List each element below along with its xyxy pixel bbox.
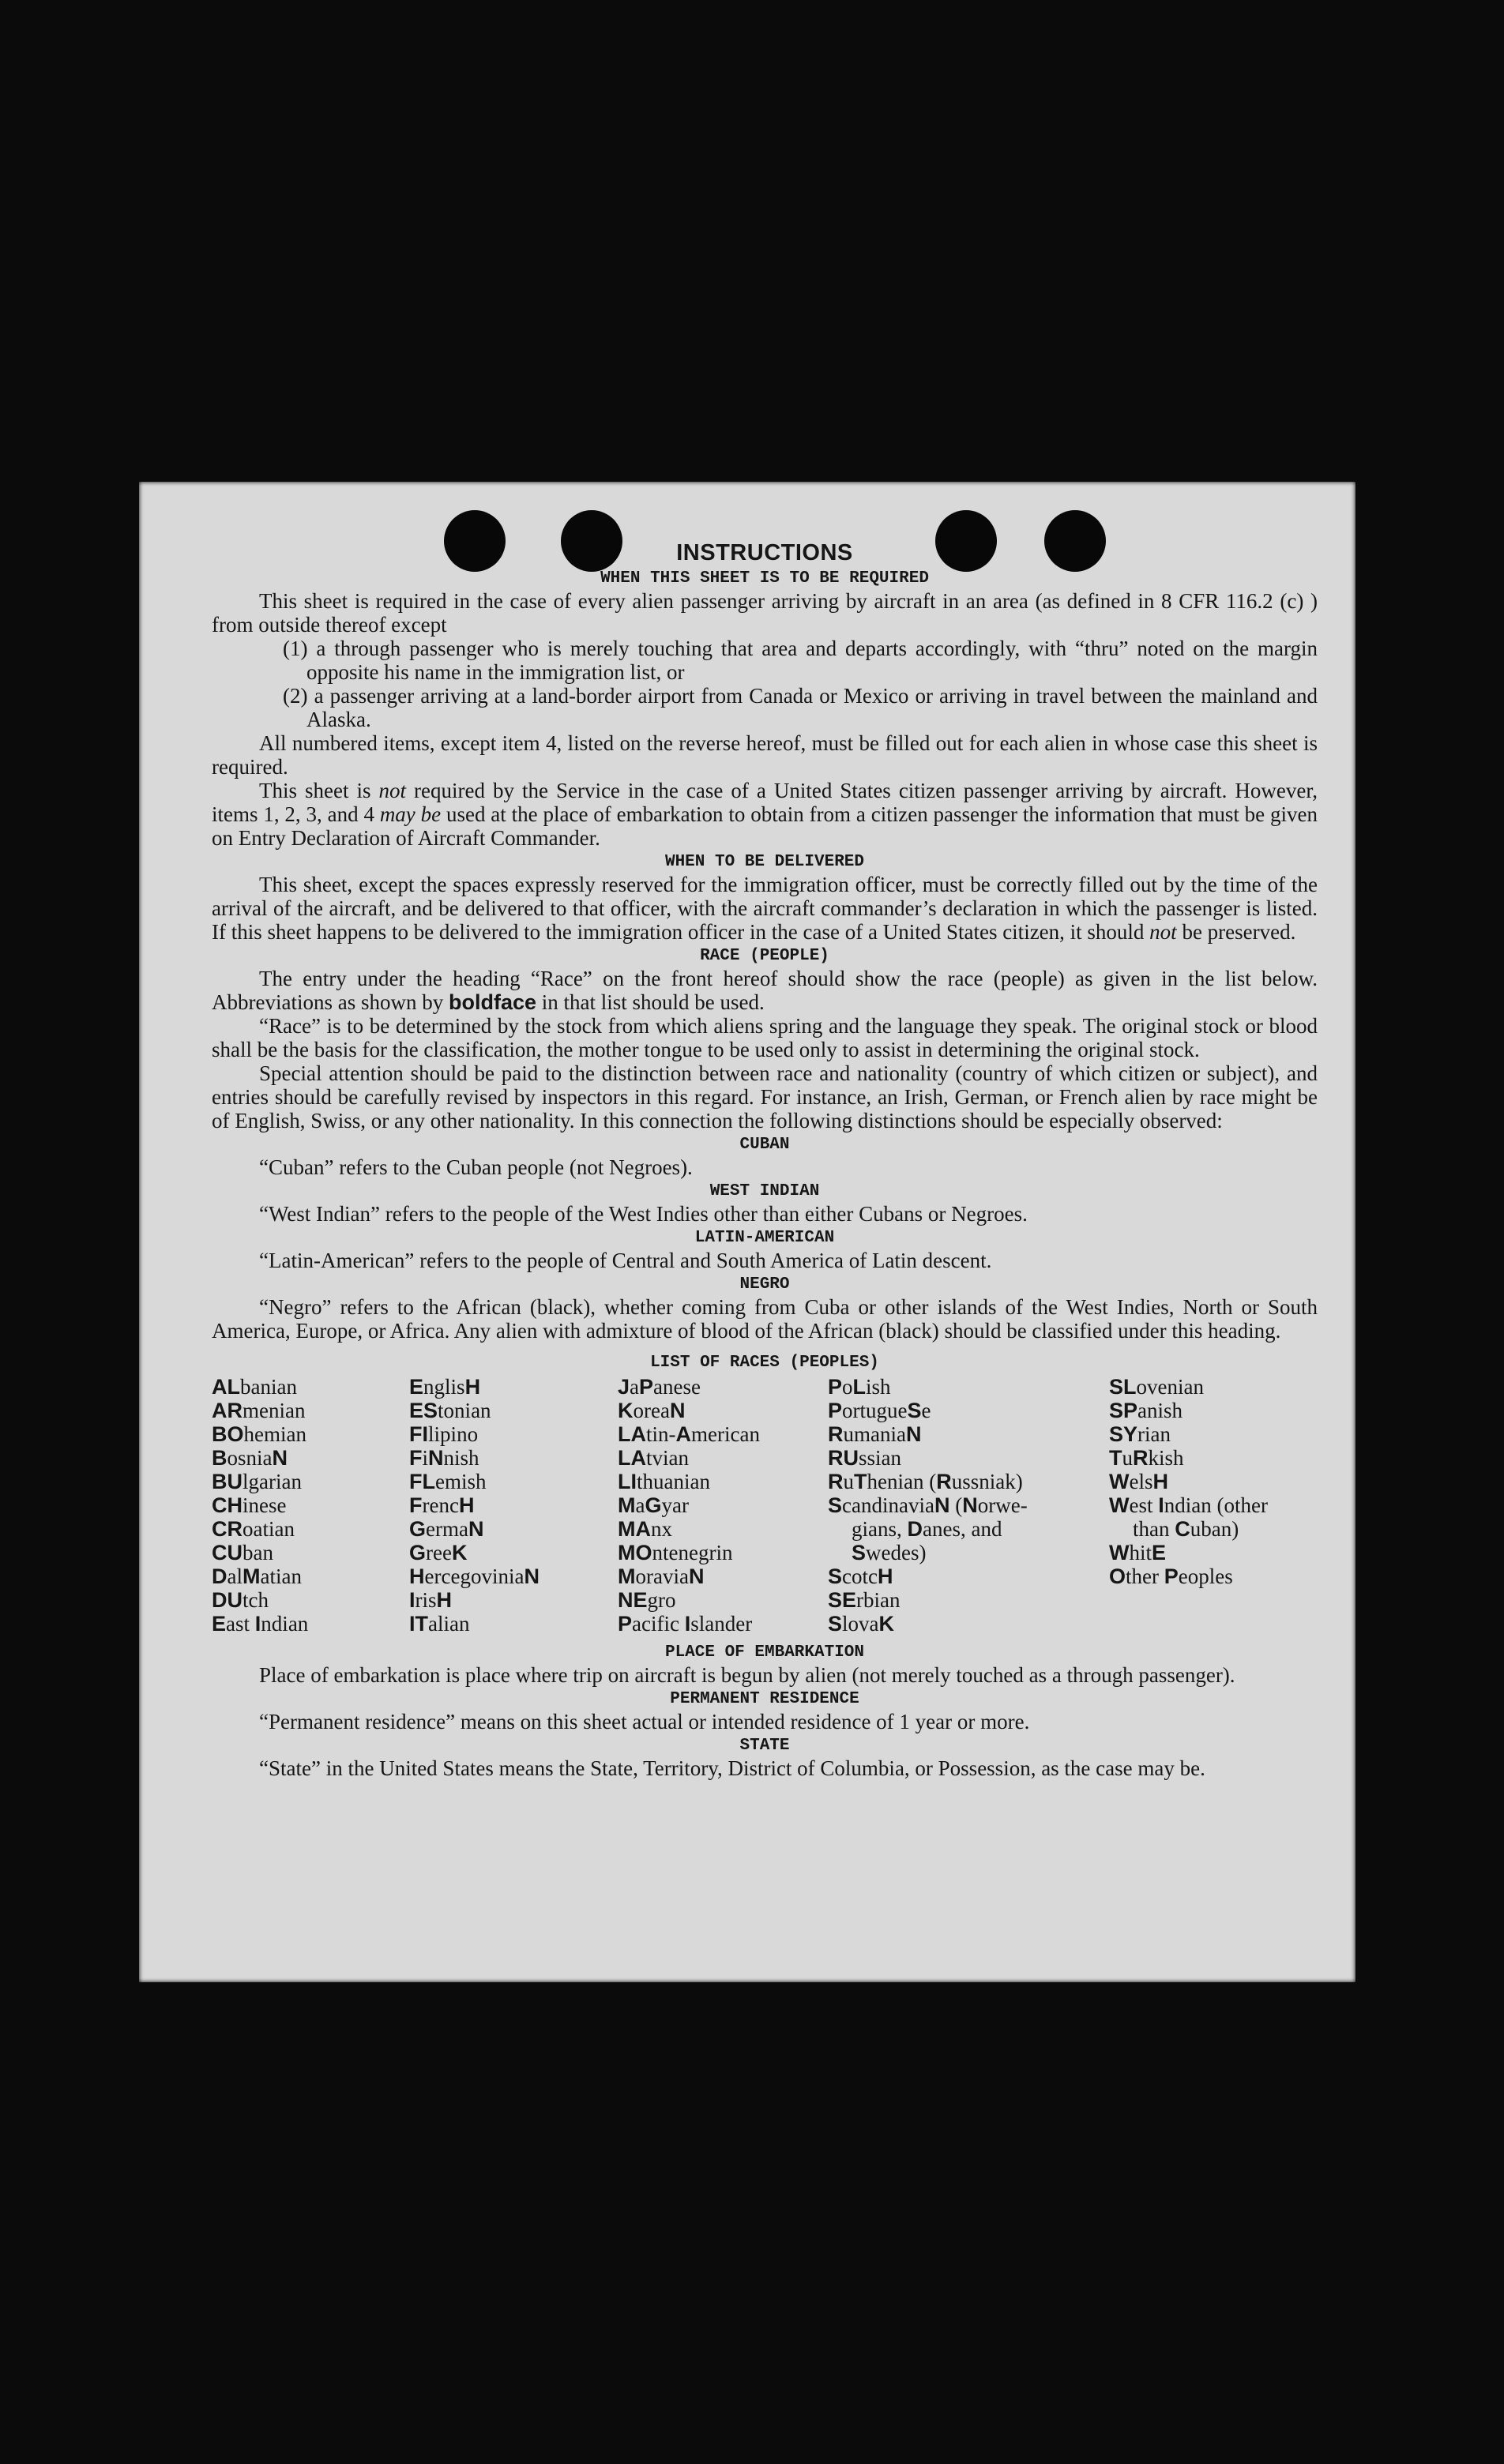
race-entry: than Cuban) (1133, 1517, 1239, 1541)
race-entry: MoraviaN (618, 1564, 705, 1588)
races-column-4 (828, 1375, 1109, 1636)
west-indian-paragraph: “West Indian” refers to the people of the West Indies other than either Cubans or Negroes. (259, 1202, 1028, 1226)
race-entry: HercegoviniaN (409, 1564, 540, 1588)
race-entry: ITalian (409, 1612, 470, 1636)
race-entry: SPanish (1109, 1399, 1183, 1422)
embarkation-paragraph: Place of embarkation is place where trip on aircraft is begun by alien (not merely touched as a through passenger). (259, 1663, 1235, 1687)
race-entry: PoLish (828, 1375, 891, 1399)
race-entry: NEgro (618, 1588, 676, 1612)
race-entry: DalMatian (212, 1564, 302, 1588)
race-entry: ScandinaviaN (Norwe- (828, 1493, 1028, 1517)
page-title: INSTRUCTIONS (676, 540, 853, 565)
race-paragraph-3: Special attention should be paid to the distinction between race and nationality (country of which citizen or subject), and entries should be carefully revised by inspectors in this regard. For instance, an Irish, German, or French alien by race might be of English, Swiss, or any other nationality. In this connection the following distinctions should be especially observed: (212, 1061, 1318, 1132)
race-entry: CRoatian (212, 1517, 295, 1541)
race-entry: DUtch (212, 1588, 269, 1612)
races-column-3 (618, 1375, 828, 1636)
race-entry: SYrian (1109, 1422, 1171, 1446)
race-entry: WelsH (1109, 1470, 1168, 1493)
race-entry: GermaN (409, 1517, 484, 1541)
race-entry: Pacific Islander (618, 1612, 753, 1636)
race-entry: gians, Danes, and (852, 1517, 1002, 1541)
instruction-sheet (139, 482, 1355, 1982)
race-entry: BosniaN (212, 1446, 288, 1470)
race-entry: MOntenegrin (618, 1541, 733, 1564)
race-entry: ScotcH (828, 1564, 893, 1588)
residence-paragraph: “Permanent residence” means on this sheet actual or intended residence of 1 year or more. (259, 1710, 1030, 1733)
required-paragraph-1: This sheet is required in the case of every alien passenger arriving by aircraft in an area (as defined in 8 CFR 116.2 (c) ) from outside thereof except (212, 589, 1318, 637)
races-column-1 (212, 1375, 409, 1636)
section-heading-embarkation: PLACE OF EMBARKATION (664, 1643, 865, 1662)
section-heading-latin-american: LATIN-AMERICAN (694, 1229, 835, 1247)
race-entry: LAtvian (618, 1446, 690, 1470)
race-entry: EnglisH (409, 1375, 481, 1399)
race-entry: RUssian (828, 1446, 902, 1470)
cuban-paragraph: “Cuban” refers to the Cuban people (not Negroes). (259, 1155, 693, 1179)
race-entry: RumaniaN (828, 1422, 922, 1446)
section-heading-state: STATE (739, 1737, 790, 1755)
race-entry: ALbanian (212, 1375, 297, 1399)
race-entry: Swedes) (852, 1541, 927, 1564)
race-entry: SErbian (828, 1588, 901, 1612)
race-entry: LAtin-American (618, 1422, 761, 1446)
race-entry: FiNnish (409, 1446, 479, 1470)
race-entry: GreeK (409, 1541, 468, 1564)
race-entry: ARmenian (212, 1399, 306, 1422)
latin-american-paragraph: “Latin-American” refers to the people of Central and South America of Latin descent. (259, 1249, 992, 1272)
negro-paragraph: “Negro” refers to the African (black), whether coming from Cuba or other islands of the West Indies, North or South America, Europe, or Africa. Any alien with admixture of blood of the African (black) should be classified under this heading. (212, 1295, 1318, 1343)
section-heading-cuban: CUBAN (739, 1136, 790, 1154)
race-entry: MAnx (618, 1517, 672, 1541)
race-entry: SLovenian (1109, 1375, 1204, 1399)
race-entry: IrisH (409, 1588, 453, 1612)
races-list (212, 1375, 1318, 1636)
section-heading-required: WHEN THIS SHEET IS TO BE REQUIRED (600, 569, 929, 588)
sheet-content (212, 540, 1318, 1780)
race-entry: MaGyar (618, 1493, 689, 1517)
required-paragraph-3: This sheet is not required by the Service in the case of a United States citizen passenger arriving by aircraft. However, items 1, 2, 3, and 4 may be used at the place of embarkation to obtain from a citizen passenger the information that must be given on Entry Declaration of Aircraft Commander. (212, 779, 1318, 850)
race-entry: BOhemian (212, 1422, 307, 1446)
race-entry: Other Peoples (1109, 1564, 1233, 1588)
race-entry: LIthuanian (618, 1470, 711, 1493)
race-entry: EStonian (409, 1399, 491, 1422)
race-paragraph-1: The entry under the heading “Race” on the front hereof should show the race (people) as given in the list below. Abbreviations as shown by boldface in that list should be used. (212, 967, 1318, 1014)
race-entry: SlovaK (828, 1612, 895, 1636)
race-entry: PortugueSe (828, 1399, 931, 1422)
race-entry: CUban (212, 1541, 273, 1564)
section-heading-races-list: LIST OF RACES (PEOPLES) (650, 1354, 879, 1372)
section-heading-west-indian: WEST INDIAN (709, 1182, 820, 1200)
race-entry: FrencH (409, 1493, 475, 1517)
race-paragraph-2: “Race” is to be determined by the stock from which aliens spring and the language they speak. The original stock or blood shall be the basis for the classification, the mother tongue to be used only to assist in determining the original stock. (212, 1014, 1318, 1061)
race-entry: FIlipino (409, 1422, 479, 1446)
section-heading-residence: PERMANENT RESIDENCE (670, 1690, 859, 1708)
exception-item-1: (1) a through passenger who is merely touching that area and departs accordingly, with “thru” noted on the margin opposite his name in the immigration list, or (283, 637, 1318, 684)
race-entry: KoreaN (618, 1399, 686, 1422)
section-heading-race: RACE (PEOPLE) (700, 947, 829, 965)
state-paragraph: “State” in the United States means the State, Territory, District of Columbia, or Possession, as the case may be. (259, 1756, 1205, 1780)
delivered-paragraph: This sheet, except the spaces expressly reserved for the immigration officer, must be correctly filled out by the time of the arrival of the aircraft, and be delivered to that officer, with the aircraft commander’s declaration in which the passenger is listed. If this sheet happens to be delivered to the immigration officer in the case of a United States citizen, it should not be preserved. (212, 873, 1318, 944)
race-entry: TuRkish (1109, 1446, 1184, 1470)
race-entry: FLemish (409, 1470, 487, 1493)
race-entry: JaPanese (618, 1375, 701, 1399)
races-column-5 (1109, 1375, 1318, 1636)
race-entry: WhitE (1109, 1541, 1167, 1564)
race-entry: East Indian (212, 1612, 309, 1636)
race-entry: BUlgarian (212, 1470, 302, 1493)
section-heading-delivered: WHEN TO BE DELIVERED (664, 853, 865, 871)
race-entry: CHinese (212, 1493, 287, 1517)
required-paragraph-2: All numbered items, except item 4, listed on the reverse hereof, must be filled out for each alien in whose case this sheet is required. (212, 731, 1318, 779)
section-heading-negro: NEGRO (739, 1275, 790, 1294)
race-entry: West Indian (other (1109, 1493, 1269, 1517)
race-entry: RuThenian (Russniak) (828, 1470, 1023, 1493)
races-column-2 (409, 1375, 618, 1636)
exception-item-2: (2) a passenger arriving at a land-border airport from Canada or Mexico or arriving in travel between the mainland and Alaska. (283, 684, 1318, 731)
